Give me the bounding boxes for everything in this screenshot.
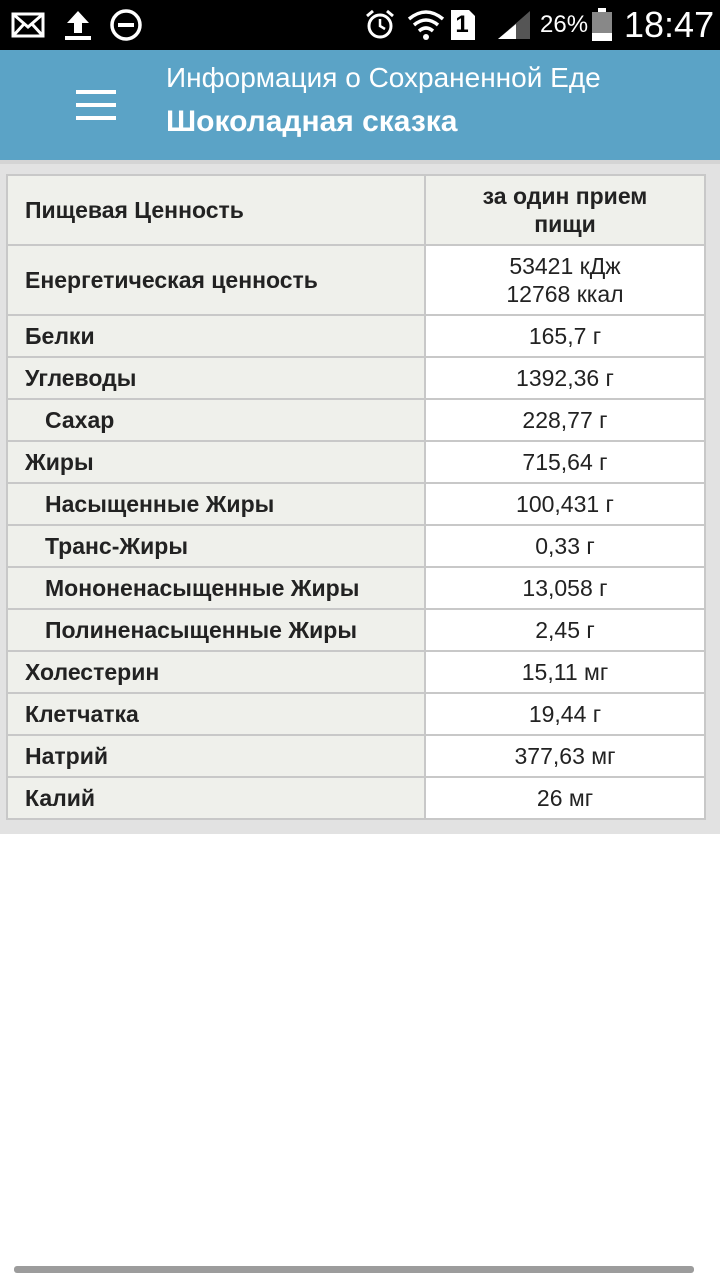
row-label: Холестерин bbox=[7, 651, 425, 693]
signal-icon bbox=[494, 8, 534, 42]
row-value: 228,77 г bbox=[425, 399, 705, 441]
table-row-carbs bbox=[7, 357, 705, 399]
clock: 18:47 bbox=[624, 4, 715, 45]
energy-label: Енергетическая ценность bbox=[7, 245, 425, 315]
row-value: 0,33 г bbox=[425, 525, 705, 567]
table-row-potassium bbox=[7, 777, 705, 819]
row-value: 715,64 г bbox=[425, 441, 705, 483]
table-row-cholesterol bbox=[7, 651, 705, 693]
table-row-fat bbox=[7, 441, 705, 483]
row-value: 15,11 мг bbox=[425, 651, 705, 693]
page-title: Шоколадная сказка bbox=[166, 105, 458, 138]
do-not-disturb-icon bbox=[108, 8, 144, 42]
row-label: Насыщенные Жиры bbox=[7, 483, 425, 525]
row-value: 26 мг bbox=[425, 777, 705, 819]
horizontal-scrollbar[interactable] bbox=[14, 1266, 694, 1273]
row-value: 2,45 г bbox=[425, 609, 705, 651]
row-label: Транс-Жиры bbox=[7, 525, 425, 567]
table-row-protein bbox=[7, 315, 705, 357]
table-header-row bbox=[7, 175, 705, 245]
table-row-polyunsaturated-fat bbox=[7, 609, 705, 651]
row-value: 1392,36 г bbox=[425, 357, 705, 399]
sim-icon bbox=[448, 8, 478, 42]
app-bar bbox=[0, 50, 720, 160]
row-label: Полиненасыщенные Жиры bbox=[7, 609, 425, 651]
row-value: 13,058 г bbox=[425, 567, 705, 609]
table-row-monounsaturated-fat bbox=[7, 567, 705, 609]
battery-percent: 26% bbox=[540, 11, 589, 38]
nutrition-table-container bbox=[0, 164, 720, 834]
table-row-saturated-fat bbox=[7, 483, 705, 525]
wifi-icon bbox=[406, 8, 446, 42]
row-value: 19,44 г bbox=[425, 693, 705, 735]
table-row-fiber bbox=[7, 693, 705, 735]
row-label: Белки bbox=[7, 315, 425, 357]
energy-value bbox=[425, 245, 705, 315]
row-label: Углеводы bbox=[7, 357, 425, 399]
energy-kj: 53421 кДж bbox=[509, 253, 621, 279]
header-per-serving-line2: пищи bbox=[534, 211, 596, 237]
row-value: 165,7 г bbox=[425, 315, 705, 357]
battery-icon bbox=[590, 8, 614, 42]
alarm-icon bbox=[362, 8, 398, 42]
sim-slot-label: 1 bbox=[455, 11, 469, 38]
row-value: 377,63 мг bbox=[425, 735, 705, 777]
header-per-serving-line1: за один прием bbox=[482, 183, 648, 209]
hamburger-menu-icon[interactable] bbox=[64, 76, 128, 134]
row-label: Жиры bbox=[7, 441, 425, 483]
row-label: Натрий bbox=[7, 735, 425, 777]
table-row-energy bbox=[7, 245, 705, 315]
table-row-trans-fat bbox=[7, 525, 705, 567]
row-label: Мононенасыщенные Жиры bbox=[7, 567, 425, 609]
mail-icon bbox=[10, 8, 46, 42]
table-row-sugar bbox=[7, 399, 705, 441]
upload-icon bbox=[60, 8, 96, 42]
row-value: 100,431 г bbox=[425, 483, 705, 525]
row-label: Сахар bbox=[7, 399, 425, 441]
table-row-sodium bbox=[7, 735, 705, 777]
header-nutrition-label: Пищевая Ценность bbox=[7, 175, 425, 245]
energy-kcal: 12768 ккал bbox=[506, 281, 624, 307]
nutrition-table bbox=[6, 174, 706, 820]
header-per-serving bbox=[425, 175, 705, 245]
app-bar-subtitle: Информация о Сохраненной Еде bbox=[166, 62, 601, 93]
status-bar bbox=[0, 0, 720, 50]
row-label: Клетчатка bbox=[7, 693, 425, 735]
row-label: Калий bbox=[7, 777, 425, 819]
